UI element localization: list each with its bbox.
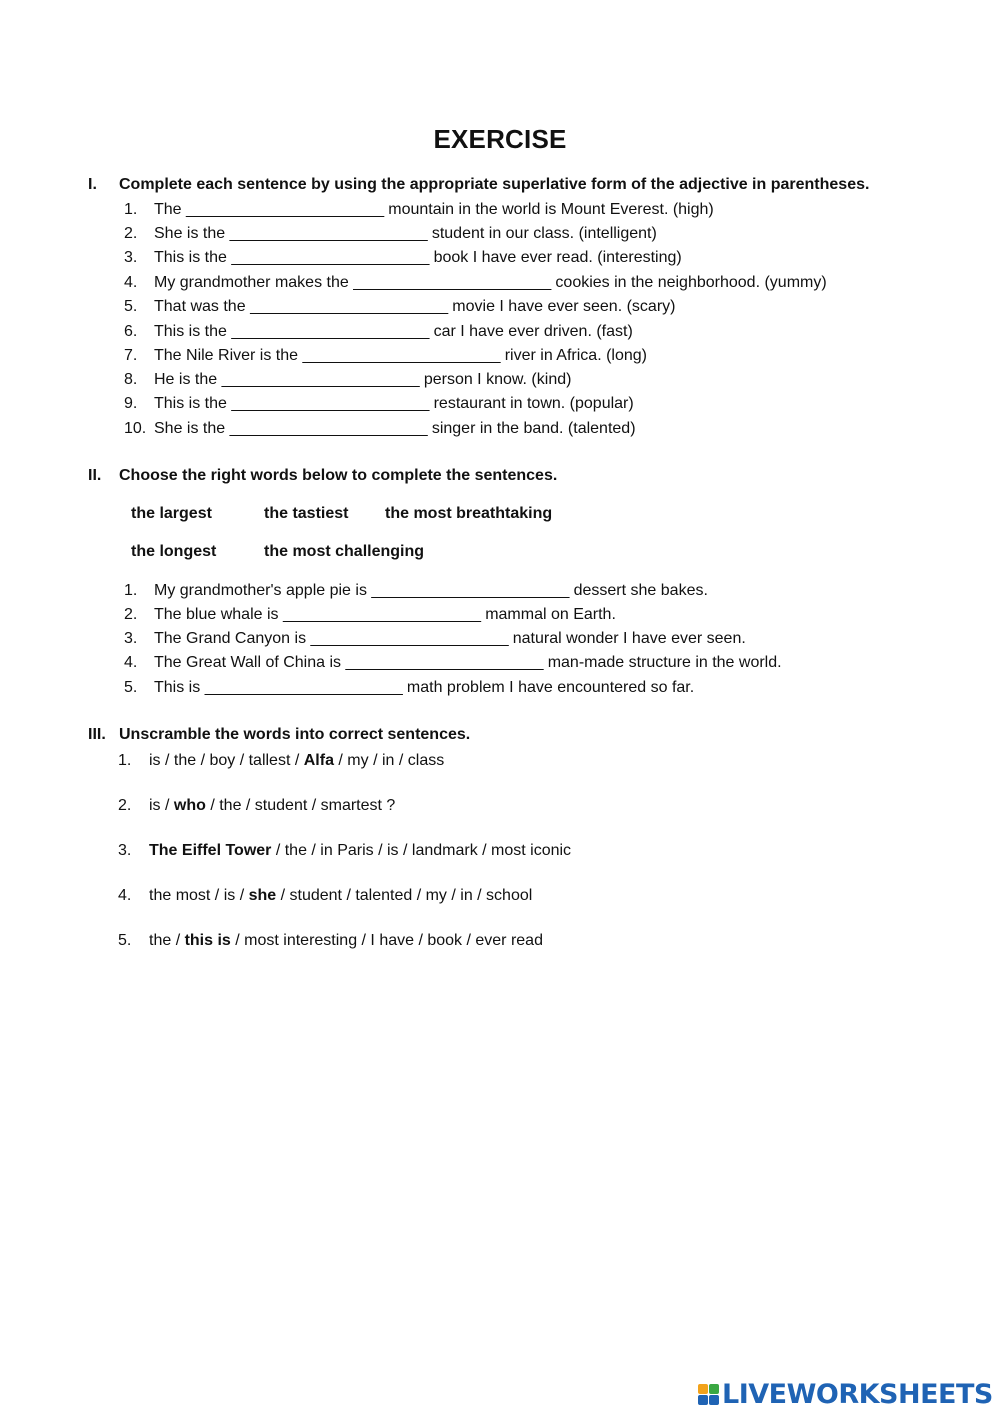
item-text-before: This is the	[154, 249, 227, 266]
item-text-before: This is the	[154, 323, 227, 340]
item-text-before: That was the	[154, 298, 246, 315]
section-2-heading	[88, 467, 557, 485]
list-item	[124, 297, 675, 317]
scrambled-text: / most interesting / I have / book / ever read	[230, 932, 543, 949]
item-text-after: mammal on Earth.	[485, 606, 616, 623]
item-number: 5.	[124, 679, 138, 696]
item-text-after: mountain in the world is Mount Everest. (high)	[388, 201, 714, 218]
list-item	[124, 273, 827, 293]
item-text-before: She is the	[154, 225, 226, 242]
item-text-before: This is the	[154, 395, 227, 412]
item-text-after: natural wonder I have ever seen.	[512, 630, 746, 647]
answer-blank[interactable]: _______________________	[231, 323, 430, 340]
list-item	[124, 322, 633, 342]
answer-blank[interactable]: _______________________	[229, 225, 428, 242]
answer-blank[interactable]: _______________________	[186, 201, 384, 218]
list-item	[124, 605, 616, 625]
scrambled-text: / the / student / smartest ?	[205, 797, 396, 814]
item-number: 9.	[124, 395, 138, 412]
scrambled-text: is / the / boy / tallest /	[149, 752, 304, 769]
answer-blank[interactable]: _______________________	[231, 249, 430, 266]
scrambled-text: the /	[149, 932, 185, 949]
answer-blank[interactable]: _______________________	[221, 371, 420, 388]
item-text-before: My grandmother's apple pie is	[154, 582, 367, 599]
item-text-after: math problem I have encountered so far.	[406, 679, 695, 696]
item-text-after: cookies in the neighborhood. (yummy)	[555, 274, 827, 291]
item-text-before: The Grand Canyon is	[154, 630, 307, 647]
item-text-before: The Nile River is the	[154, 347, 299, 364]
item-number: 3.	[118, 842, 132, 859]
section-3-instruction: Unscramble the words into correct sentences.	[119, 726, 471, 743]
answer-blank[interactable]: _______________________	[345, 654, 544, 671]
item-number: 2.	[124, 225, 138, 242]
list-item	[124, 346, 647, 366]
item-text-after: movie I have ever seen. (scary)	[452, 298, 676, 315]
liveworksheets-logo[interactable]	[698, 1378, 993, 1410]
list-item	[124, 200, 714, 220]
list-item	[124, 629, 746, 649]
list-item	[118, 751, 444, 771]
item-text-after: man-made structure in the world.	[547, 654, 782, 671]
list-item	[124, 394, 634, 414]
item-number: 5.	[124, 298, 138, 315]
section-1-heading	[88, 176, 869, 194]
item-number: 10.	[124, 420, 147, 437]
logo-square-1	[698, 1384, 708, 1394]
answer-blank[interactable]: _______________________	[282, 606, 481, 623]
list-item	[124, 248, 682, 268]
list-item	[124, 581, 708, 601]
item-text-before: The Great Wall of China is	[154, 654, 342, 671]
answer-blank[interactable]: _______________________	[204, 679, 403, 696]
word-bank-item: the most breathtaking	[385, 505, 553, 522]
list-item	[118, 886, 532, 906]
scrambled-text: the most / is /	[149, 887, 249, 904]
page-title: EXERCISE	[433, 124, 567, 154]
answer-blank[interactable]: _______________________	[371, 582, 570, 599]
item-number: 1.	[124, 201, 138, 218]
item-number: 1.	[118, 752, 132, 769]
list-item	[118, 931, 543, 951]
list-item	[124, 678, 694, 698]
answer-blank[interactable]: _______________________	[229, 420, 428, 437]
item-text-after: car I have ever driven. (fast)	[433, 323, 633, 340]
scrambled-text: / my / in / class	[333, 752, 445, 769]
item-number: 2.	[118, 797, 132, 814]
logo-square-4	[709, 1395, 719, 1405]
item-number: 6.	[124, 323, 138, 340]
item-number: 2.	[124, 606, 138, 623]
list-item	[124, 653, 782, 673]
item-number: 3.	[124, 249, 138, 266]
item-number: 4.	[124, 654, 138, 671]
logo-square-3	[698, 1395, 708, 1405]
item-number: 4.	[124, 274, 138, 291]
section-1-instruction: Complete each sentence by using the appropriate superlative form of the adjective in parentheses.	[119, 176, 870, 193]
logo-text: LIVEWORKSHEETS	[722, 1378, 993, 1410]
scrambled-bold-word: Alfa	[303, 752, 334, 769]
scrambled-text: / the / in Paris / is / landmark / most iconic	[271, 842, 572, 859]
scrambled-bold-word: she	[248, 887, 277, 904]
section-3-numeral: III.	[88, 726, 106, 743]
item-number: 1.	[124, 582, 138, 599]
section-2-instruction: Choose the right words below to complete the sentences.	[119, 467, 558, 484]
answer-blank[interactable]: _______________________	[353, 274, 551, 291]
item-number: 3.	[124, 630, 138, 647]
scrambled-text: is /	[149, 797, 174, 814]
item-text-before: She is the	[154, 420, 226, 437]
list-item	[118, 796, 395, 816]
section-3-heading	[88, 726, 470, 744]
scrambled-bold-word: who	[173, 797, 206, 814]
list-item	[124, 370, 571, 390]
word-bank-item: the longest	[131, 543, 217, 560]
scrambled-text: / student / talented / my / in / school	[276, 887, 533, 904]
list-item	[124, 224, 657, 244]
item-text-after: restaurant in town. (popular)	[433, 395, 634, 412]
item-text-after: river in Africa. (long)	[504, 347, 647, 364]
item-text-after: singer in the band. (talented)	[431, 420, 636, 437]
item-text-after: person I know. (kind)	[423, 371, 572, 388]
item-text-after: dessert she bakes.	[573, 582, 708, 599]
logo-square-2	[709, 1384, 719, 1394]
item-text-before: He is the	[154, 371, 218, 388]
word-bank-item: the tastiest	[264, 505, 349, 522]
scrambled-bold-word: this is	[184, 932, 231, 949]
section-1-numeral: I.	[88, 176, 97, 193]
item-text-before: The	[154, 201, 182, 218]
list-item	[118, 841, 571, 861]
item-number: 5.	[118, 932, 132, 949]
item-text-before: This is	[154, 679, 201, 696]
list-item	[124, 419, 636, 439]
answer-blank[interactable]: _______________________	[231, 395, 430, 412]
word-bank-item: the largest	[131, 505, 212, 522]
answer-blank[interactable]: _______________________	[310, 630, 509, 647]
logo-mark-icon	[698, 1384, 719, 1405]
section-2-numeral: II.	[88, 467, 102, 484]
word-bank-item: the most challenging	[264, 543, 425, 560]
item-number: 8.	[124, 371, 138, 388]
item-text-after: book I have ever read. (interesting)	[433, 249, 682, 266]
item-number: 4.	[118, 887, 132, 904]
item-number: 7.	[124, 347, 138, 364]
item-text-after: student in our class. (intelligent)	[431, 225, 657, 242]
scrambled-bold-word: The Eiffel Tower	[149, 842, 272, 859]
answer-blank[interactable]: _______________________	[302, 347, 501, 364]
answer-blank[interactable]: _______________________	[250, 298, 448, 315]
item-text-before: My grandmother makes the	[154, 274, 349, 291]
item-text-before: The blue whale is	[154, 606, 279, 623]
